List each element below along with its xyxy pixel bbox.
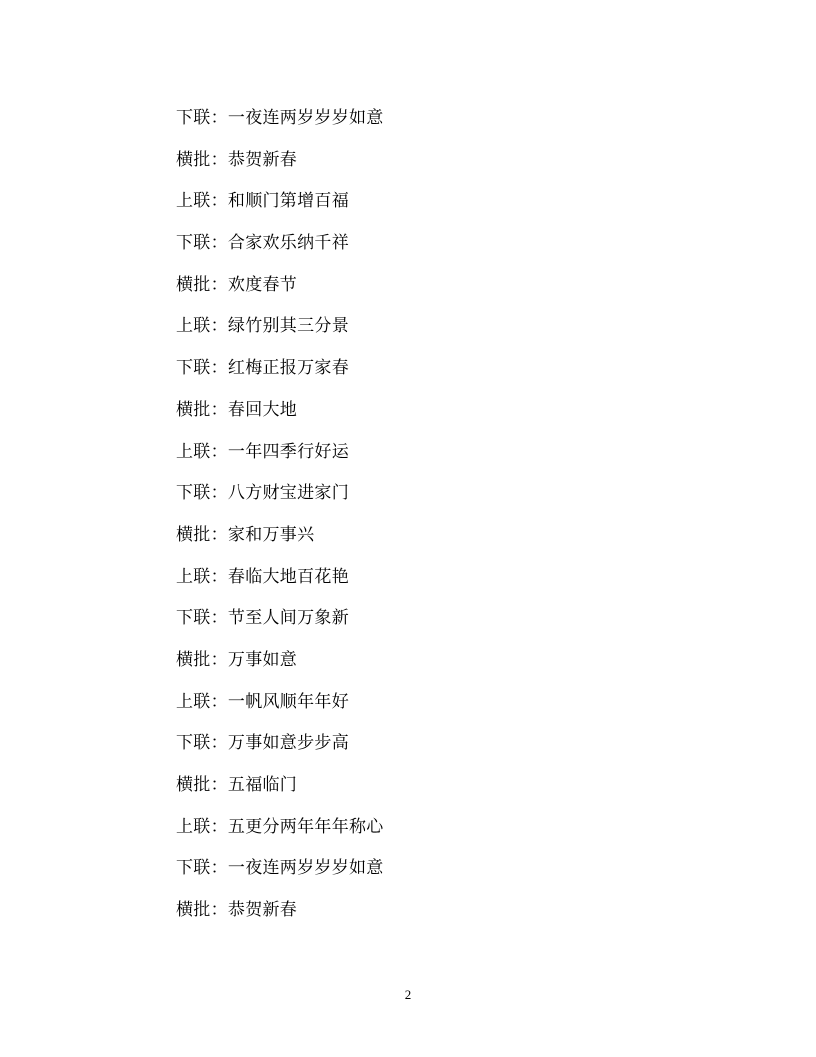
couplet-line: 下联：红梅正报万家春 <box>176 358 349 379</box>
couplet-line: 横批：家和万事兴 <box>176 524 315 545</box>
couplet-line: 横批：欢度春节 <box>176 274 298 295</box>
couplet-line: 上联：绿竹别其三分景 <box>176 316 349 337</box>
couplet-line: 横批：春回大地 <box>176 399 298 420</box>
couplet-line: 下联：一夜连两岁岁岁如意 <box>176 108 384 128</box>
couplet-line: 下联：一夜连两岁岁岁如意 <box>176 858 384 879</box>
couplet-line: 横批：恭贺新春 <box>176 149 298 170</box>
couplet-line: 横批：万事如意 <box>176 649 298 670</box>
couplet-line: 下联：合家欢乐纳千祥 <box>176 233 349 254</box>
page-number: 2 <box>404 987 412 1002</box>
couplet-line: 下联：万事如意步步高 <box>176 733 349 754</box>
couplet-list <box>176 107 384 941</box>
couplet-line: 横批：恭贺新春 <box>176 900 298 921</box>
couplet-line: 上联：春临大地百花艳 <box>176 566 349 587</box>
couplet-line: 下联：八方财宝进家门 <box>176 483 349 504</box>
couplet-line: 上联：和顺门第增百福 <box>176 191 349 212</box>
couplet-line: 下联：节至人间万象新 <box>176 608 349 629</box>
couplet-line: 上联：五更分两年年年称心 <box>176 816 384 837</box>
couplet-line: 上联：一年四季行好运 <box>176 441 349 462</box>
couplet-line: 横批：五福临门 <box>176 775 298 795</box>
couplet-line: 上联：一帆风顺年年好 <box>176 691 349 712</box>
